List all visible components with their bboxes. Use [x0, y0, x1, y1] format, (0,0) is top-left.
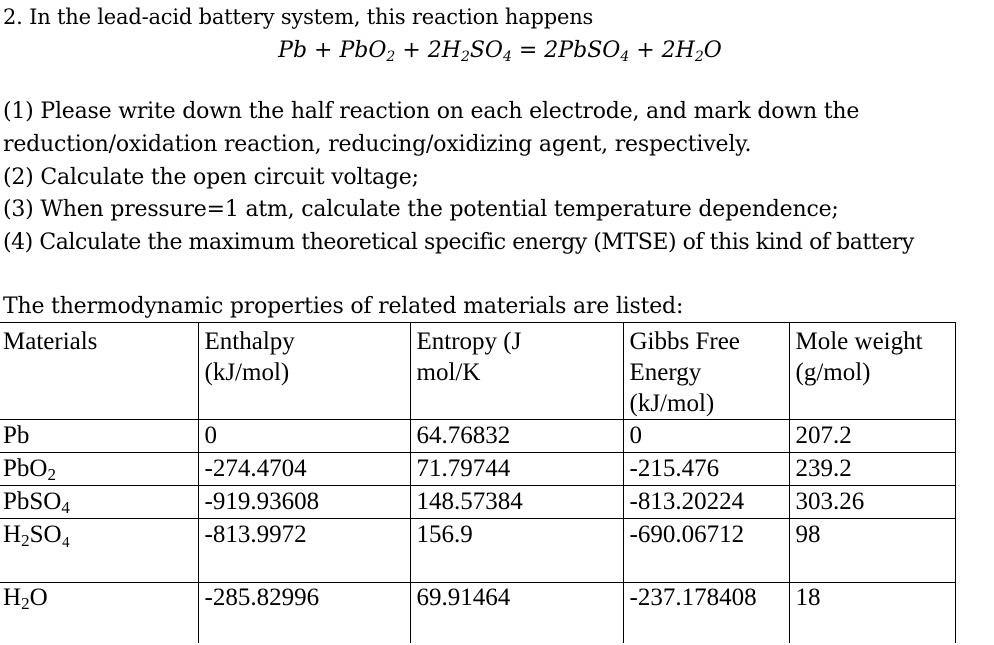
gibbs-cell: -215.476	[623, 453, 789, 486]
enthalpy-cell: -813.9972	[198, 519, 410, 583]
problem-heading: 2. In the lead-acid battery system, this reaction happens	[3, 5, 594, 29]
entropy-cell: 156.9	[410, 519, 623, 583]
mole-weight-cell: 303.26	[789, 486, 955, 519]
table-row	[0, 420, 955, 453]
entropy-cell: 64.76832	[410, 420, 623, 453]
gibbs-cell: -237.178408	[623, 583, 789, 644]
header-gibbs: Gibbs Free Energy (kJ/mol)	[623, 323, 789, 420]
entropy-cell: 148.57384	[410, 486, 623, 519]
material-cell: $H_2O$	[0, 583, 198, 644]
question-4: (4) Calculate the maximum theoretical specific energy (MTSE) of this kind of battery	[3, 230, 914, 255]
reaction-equation	[0, 36, 994, 66]
table-row	[0, 453, 955, 486]
material-cell: PbO$_2$	[0, 453, 198, 486]
gibbs-cell: 0	[623, 420, 789, 453]
question-1-line-2: reduction/oxidation reaction, reducing/oxidizing agent, respectively.	[3, 132, 752, 157]
question-2: (2) Calculate the open circuit voltage;	[3, 165, 419, 190]
table-header-row	[0, 323, 955, 420]
table-row	[0, 583, 955, 644]
material-cell: $H_2SO_4$	[0, 519, 198, 583]
gibbs-cell: -690.06712	[623, 519, 789, 583]
material-cell: Pb	[0, 420, 198, 453]
gibbs-cell: -813.20224	[623, 486, 789, 519]
table-row	[0, 486, 955, 519]
thermodynamic-properties-table	[0, 322, 956, 643]
header-materials: Materials	[0, 323, 198, 420]
enthalpy-cell: 0	[198, 420, 410, 453]
question-1-line-1: (1) Please write down the half reaction on each electrode, and mark down the	[3, 99, 860, 124]
header-mole-weight: Mole weight (g/mol)	[789, 323, 955, 420]
table-intro: The thermodynamic properties of related materials are listed:	[3, 294, 684, 319]
entropy-cell: 71.79744	[410, 453, 623, 486]
mole-weight-cell: 18	[789, 583, 955, 644]
mole-weight-cell: 239.2	[789, 453, 955, 486]
enthalpy-cell: -919.93608	[198, 486, 410, 519]
question-3: (3) When pressure=1 atm, calculate the potential temperature dependence;	[3, 197, 839, 222]
mole-weight-cell: 98	[789, 519, 955, 583]
entropy-cell: 69.91464	[410, 583, 623, 644]
reaction-equation-text: $Pb + PbO_2 + 2H_2SO_4$ = 2PbSO$_4$ + $2H_2O$	[278, 38, 722, 65]
enthalpy-cell: -274.4704	[198, 453, 410, 486]
enthalpy-cell: -285.82996	[198, 583, 410, 644]
table-row	[0, 519, 955, 583]
material-cell: PbSO$_4$	[0, 486, 198, 519]
header-entropy: Entropy (J mol/K	[410, 323, 623, 420]
mole-weight-cell: 207.2	[789, 420, 955, 453]
header-enthalpy: Enthalpy (kJ/mol)	[198, 323, 410, 420]
